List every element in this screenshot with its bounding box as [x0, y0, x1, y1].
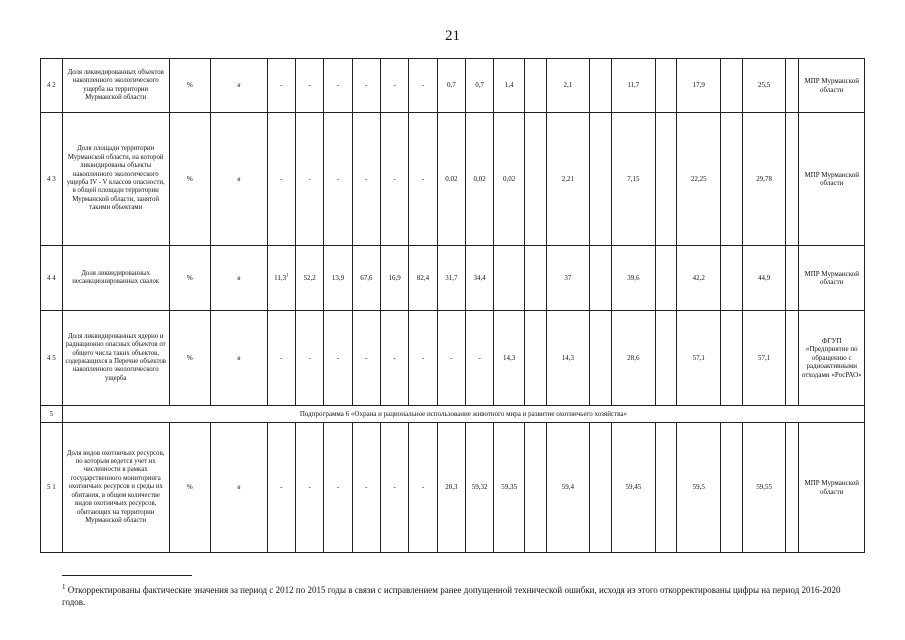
unit-cell: %: [169, 113, 210, 246]
indicator-type: в: [211, 423, 268, 553]
value-cell: -: [324, 113, 352, 246]
value-cell: -: [465, 311, 493, 406]
value-cell: -: [267, 59, 295, 113]
value-cell: [721, 311, 743, 406]
value-cell: 14,3: [494, 311, 525, 406]
value-cell: [590, 59, 612, 113]
value-cell: 17,9: [677, 59, 721, 113]
value-cell: [590, 423, 612, 553]
value-cell: [524, 246, 546, 311]
value-cell: -: [267, 423, 295, 553]
value-cell: 14,3: [546, 311, 590, 406]
indicator-type: в: [211, 311, 268, 406]
table-row: [41, 311, 865, 406]
value-cell: 67,6: [352, 246, 380, 311]
value-cell: -: [437, 311, 465, 406]
footnote-divider: [62, 575, 192, 576]
value-cell: 59,55: [742, 423, 786, 553]
value-cell: [786, 311, 799, 406]
responsible-executor: МПР Мурманской области: [799, 59, 865, 113]
value-cell: -: [324, 59, 352, 113]
indicator-name: Доля ликвидированных ядерно и радиационно опасных объектов от общего числа таких объектов, содержащихся в Перечне объектов накопленного экологического ущерба: [62, 311, 169, 406]
value-cell: 2,1: [546, 59, 590, 113]
value-cell: [786, 423, 799, 553]
table-body-bottom: [41, 423, 865, 553]
row-number: 5 1: [41, 423, 63, 553]
value-cell: [655, 59, 677, 113]
value-cell: -: [409, 311, 437, 406]
table-row: [41, 113, 865, 246]
value-text: 11,3: [274, 273, 287, 282]
value-cell: 59,4: [546, 423, 590, 553]
value-cell: 0,7: [437, 59, 465, 113]
value-cell: 0,7: [465, 59, 493, 113]
value-cell: 37: [546, 246, 590, 311]
row-number: 4 5: [41, 311, 63, 406]
value-cell: [267, 246, 295, 311]
value-cell: [524, 113, 546, 246]
value-cell: 0,02: [437, 113, 465, 246]
unit-cell: %: [169, 311, 210, 406]
subprogram-row: [41, 406, 865, 423]
value-cell: [590, 246, 612, 311]
value-cell: -: [409, 113, 437, 246]
value-cell: 11,7: [612, 59, 656, 113]
value-cell: -: [267, 311, 295, 406]
value-cell: -: [381, 59, 409, 113]
value-cell: -: [409, 59, 437, 113]
value-cell: [655, 246, 677, 311]
value-cell: 29,78: [742, 113, 786, 246]
value-cell: 16,9: [381, 246, 409, 311]
value-cell: -: [267, 113, 295, 246]
value-cell: [721, 113, 743, 246]
value-cell: -: [352, 59, 380, 113]
value-cell: -: [352, 311, 380, 406]
value-cell: -: [352, 113, 380, 246]
value-cell: 1,4: [494, 59, 525, 113]
value-cell: [590, 311, 612, 406]
value-cell: 57,1: [742, 311, 786, 406]
unit-cell: %: [169, 423, 210, 553]
value-cell: 2,21: [546, 113, 590, 246]
responsible-executor: ФГУП «Предприятие по обращению с радиоактивными отходами «РосРАО»: [799, 311, 865, 406]
value-cell: -: [409, 423, 437, 553]
footnote-ref: 1: [286, 273, 289, 279]
value-cell: 59,35: [494, 423, 525, 553]
value-cell: 59,45: [612, 423, 656, 553]
page-number: 21: [445, 28, 460, 44]
value-cell: [721, 246, 743, 311]
subprogram-number: 5: [41, 406, 63, 423]
value-cell: 57,1: [677, 311, 721, 406]
responsible-executor: МПР Мурманской области: [799, 423, 865, 553]
value-cell: 39,6: [612, 246, 656, 311]
indicator-name: Доля ликвидированных несанкционированных свалок: [62, 246, 169, 311]
subprogram-title: Подпрограмма 6 «Охрана и рациональное использование животного мира и развитие охотничьего хозяйства»: [62, 406, 864, 423]
value-cell: -: [324, 311, 352, 406]
value-cell: 0,02: [494, 113, 525, 246]
indicator-type: в: [211, 246, 268, 311]
value-cell: -: [296, 311, 324, 406]
row-number: 4 4: [41, 246, 63, 311]
value-cell: 42,2: [677, 246, 721, 311]
value-cell: -: [296, 423, 324, 553]
row-number: 4 3: [41, 113, 63, 246]
responsible-executor: МПР Мурманской области: [799, 113, 865, 246]
table-row: [41, 423, 865, 553]
value-cell: -: [381, 423, 409, 553]
table-body-top: [41, 59, 865, 406]
value-cell: 13,9: [324, 246, 352, 311]
value-cell: -: [296, 59, 324, 113]
indicator-name: Доля видов охотничьих ресурсов, по которым ведется учет их численности в рамках государственного мониторинга охотничьих ресурсов и среды их обитания, в общем количестве видов охотничьих ресурсов, обитающих на территории Мурманской области: [62, 423, 169, 553]
value-cell: [721, 59, 743, 113]
value-cell: 22,25: [677, 113, 721, 246]
indicator-type: в: [211, 113, 268, 246]
value-cell: -: [324, 423, 352, 553]
value-cell: -: [352, 423, 380, 553]
indicators-table: [40, 58, 865, 553]
value-cell: [524, 311, 546, 406]
value-cell: 59,32: [465, 423, 493, 553]
unit-cell: %: [169, 246, 210, 311]
value-cell: [655, 423, 677, 553]
indicator-name: Доля ликвидированных объектов накопленного экологического ущерба на территории Мурманской области: [62, 59, 169, 113]
value-cell: 25,5: [742, 59, 786, 113]
value-cell: [494, 246, 525, 311]
value-cell: 7,15: [612, 113, 656, 246]
value-cell: [524, 423, 546, 553]
responsible-executor: МПР Мурманской области: [799, 246, 865, 311]
value-cell: 20,3: [437, 423, 465, 553]
value-cell: 34,4: [465, 246, 493, 311]
value-cell: 52,2: [296, 246, 324, 311]
value-cell: 44,9: [742, 246, 786, 311]
value-cell: -: [381, 311, 409, 406]
value-cell: 59,5: [677, 423, 721, 553]
table-row: [41, 246, 865, 311]
indicator-type: в: [211, 59, 268, 113]
value-cell: 0,02: [465, 113, 493, 246]
table-row: [41, 59, 865, 113]
value-cell: [655, 113, 677, 246]
footnote: [62, 584, 842, 608]
value-cell: [786, 113, 799, 246]
value-cell: -: [296, 113, 324, 246]
value-cell: [655, 311, 677, 406]
value-cell: 82,4: [409, 246, 437, 311]
row-number: 4 2: [41, 59, 63, 113]
value-cell: -: [381, 113, 409, 246]
footnote-mark: 1: [62, 583, 66, 591]
value-cell: [721, 423, 743, 553]
value-cell: 28,6: [612, 311, 656, 406]
value-cell: [524, 59, 546, 113]
value-cell: [590, 113, 612, 246]
unit-cell: %: [169, 59, 210, 113]
footnote-text: Откорректированы фактические значения за период с 2012 по 2015 годы в связи с исправлением ранее допущенной технической ошибки, исходя из этого откорректированы цифры на период 2016-2020 годов.: [62, 585, 841, 607]
value-cell: [786, 59, 799, 113]
subprogram-row-group: [41, 406, 865, 423]
value-cell: [786, 246, 799, 311]
indicator-name: Доля площади территории Мурманской области, на которой ликвидированы объекты накопленного экологического ущерба IV - V классов опасности, в общей площади территории Мурманской области, занятой такими объектами: [62, 113, 169, 246]
value-cell: 31,7: [437, 246, 465, 311]
